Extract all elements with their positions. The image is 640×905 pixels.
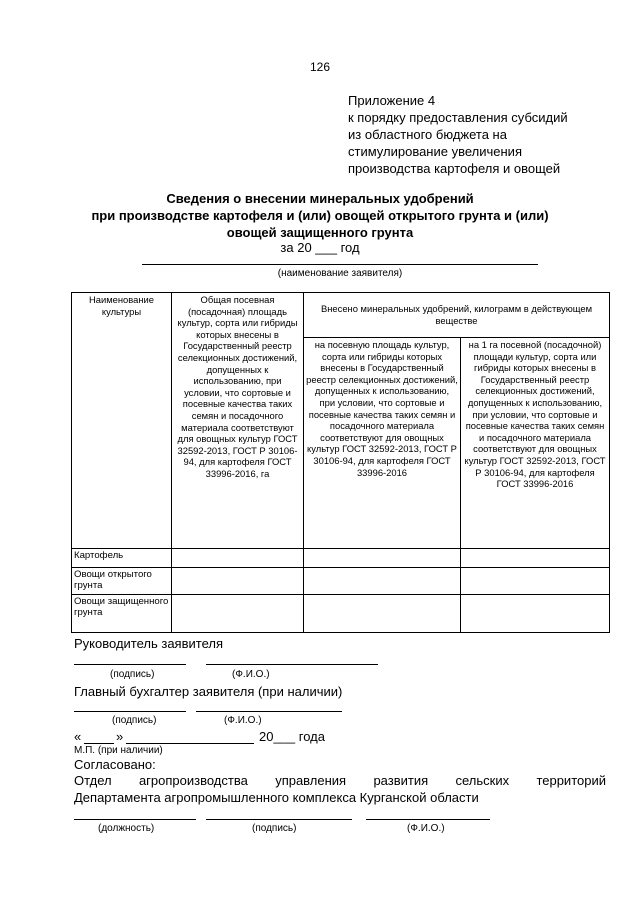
date-year: 20___ года <box>259 729 325 744</box>
appendix-line: стимулирование увеличения <box>348 144 522 159</box>
row-label-open-ground: Овощи открытого грунта <box>72 568 172 595</box>
appendix-line: производства картофеля и овощей <box>348 161 561 176</box>
subheader-total-area: на посевную площадь культур, сорта или гибриды которых внесены в Государственный реестр селекционных достижений, допущенных к использованию, при условии, что сортовые и посевные качества таких семян и посадочного материала соответствуют для овощных культур ГОСТ 32592-2013, ГОСТ Р 30106-94, для картофеля ГОСТ 33996-2016 <box>304 338 461 549</box>
table-cell <box>304 549 461 568</box>
title-line: Сведения о внесении минеральных удобрений <box>166 191 474 206</box>
department-word: развития <box>373 773 429 788</box>
header-total-area: Общая посевная (посадочная) площадь культур, сорта или гибриды которых внесены в Государственный реестр селекционных достижений, допущенных к использованию, при условии, что сортовые и посевные качества таких семян и посадочного материала соответствуют для овощных культур ГОСТ 32592-2013, ГОСТ Р 30106-94, для картофеля ГОСТ 33996-2016, га <box>172 293 304 549</box>
table-row <box>72 549 610 568</box>
table-row <box>72 568 610 595</box>
table-cell <box>461 595 610 633</box>
appendix-title: Приложение 4 <box>348 93 436 108</box>
title-line: при производстве картофеля и (или) овощей открытого грунта и (или) <box>91 208 549 223</box>
accountant-signature-caption: (подпись) <box>112 715 157 726</box>
header-fertilizer-applied: Внесено минеральных удобрений, килограмм в действующем веществе <box>304 293 610 338</box>
appendix-line: к порядку предоставления субсидий <box>348 110 568 125</box>
department-word: агропроизводства <box>138 773 248 788</box>
row-label-potato: Картофель <box>72 549 172 568</box>
date-month-line <box>126 743 254 744</box>
position-caption: (должность) <box>98 823 155 834</box>
table-cell <box>304 595 461 633</box>
department-word: сельских <box>455 773 510 788</box>
department-word: Отдел <box>74 773 112 788</box>
final-signature-caption: (подпись) <box>252 823 297 834</box>
table-cell <box>172 595 304 633</box>
head-signature-line <box>74 664 186 665</box>
table-header-row <box>72 293 610 338</box>
applicant-caption: (наименование заявителя) <box>277 268 403 279</box>
document-title <box>0 190 640 241</box>
department-word: территорий <box>536 773 606 788</box>
date-close-quote: » <box>116 729 124 744</box>
accountant-title: Главный бухгалтер заявителя (при наличии) <box>74 684 343 699</box>
header-crop-name: Наименование культуры <box>72 293 172 549</box>
accountant-fio-line <box>196 711 342 712</box>
table-cell <box>172 568 304 595</box>
head-signature-caption: (подпись) <box>110 669 155 680</box>
table-row <box>72 595 610 633</box>
table-cell <box>461 549 610 568</box>
page-number: 126 <box>309 60 331 74</box>
applicant-name-line <box>142 264 538 265</box>
head-fio-caption: (Ф.И.О.) <box>232 669 270 680</box>
appendix-block <box>348 92 568 177</box>
head-fio-line <box>206 664 378 665</box>
title-line: овощей защищенного грунта <box>226 225 414 240</box>
subheader-per-hectare: на 1 га посевной (посадочной) площади культур, сорта или гибриды которых внесены в Государственный реестр селекционных достижений, допущенных к использованию, при условии, что сортовые и посевные качества таких семян и посадочного материала соответствуют для овощных культур ГОСТ 32592-2013, ГОСТ Р 30106-94, для картофеля ГОСТ 33996-2016 <box>461 338 610 549</box>
fertilizer-table <box>71 292 610 633</box>
position-line <box>74 819 196 820</box>
table-cell <box>461 568 610 595</box>
year-line: за 20 ___ год <box>280 240 360 255</box>
department-line-2: Департамента агропромышленного комплекса Курганской области <box>74 790 479 805</box>
table-cell <box>172 549 304 568</box>
row-label-protected-ground: Овощи защищенного грунта <box>72 595 172 633</box>
final-signature-line <box>206 819 352 820</box>
table-cell <box>304 568 461 595</box>
accountant-fio-caption: (Ф.И.О.) <box>224 715 262 726</box>
appendix-line: из областного бюджета на <box>348 127 507 142</box>
accountant-signature-line <box>74 711 186 712</box>
date-day-line <box>84 743 114 744</box>
head-title: Руководитель заявителя <box>74 636 223 651</box>
department-line <box>74 773 606 788</box>
final-fio-caption: (Ф.И.О.) <box>407 823 445 834</box>
date-open-quote: « <box>74 729 82 744</box>
stamp-caption: М.П. (при наличии) <box>74 745 163 756</box>
department-word: управления <box>275 773 347 788</box>
final-fio-line <box>366 819 490 820</box>
agreed-label: Согласовано: <box>74 757 156 772</box>
